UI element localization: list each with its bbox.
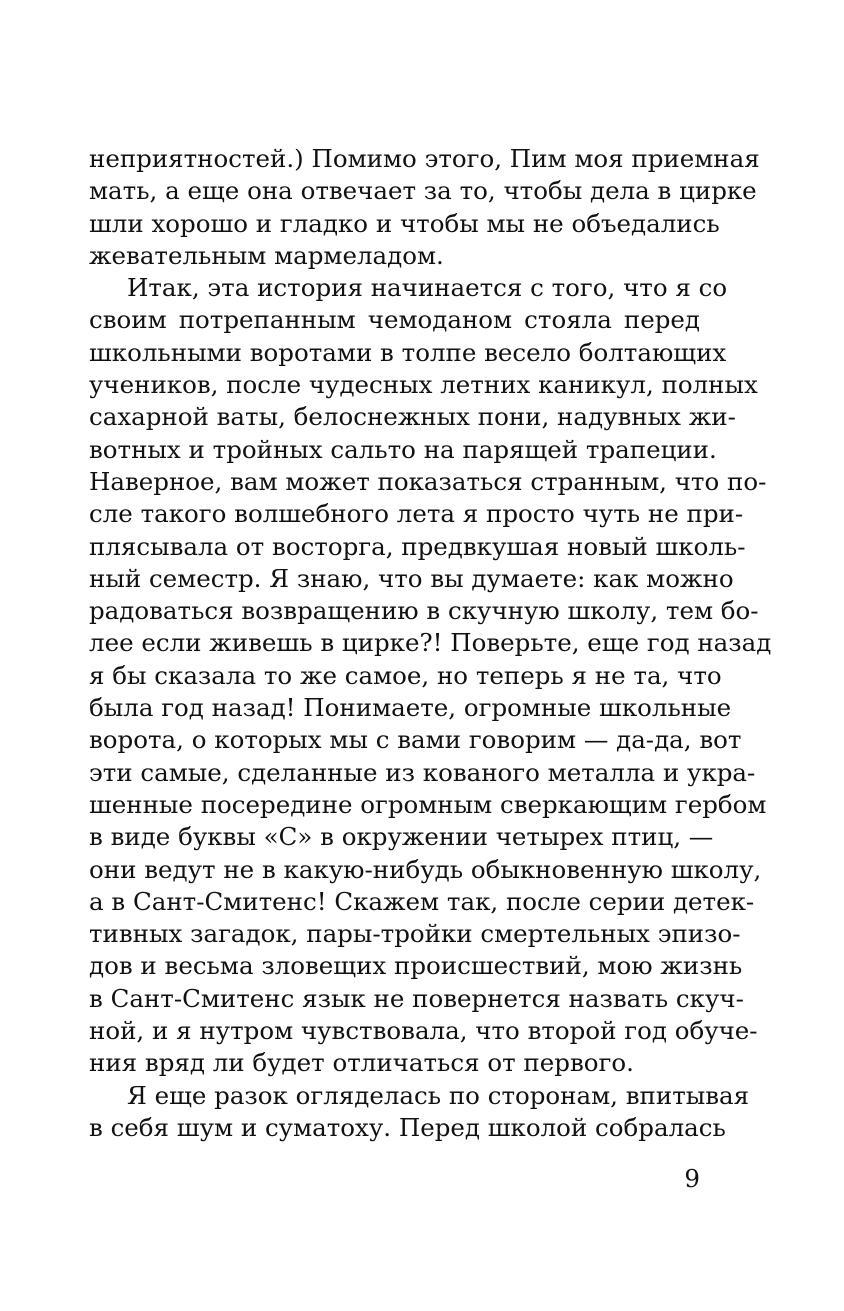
text-line: жевательным мармеладом. bbox=[89, 240, 444, 270]
text-line: дов и весьма зловещих происшествий, мою жизнь bbox=[89, 951, 743, 981]
text-line: неприятностей.) Помимо этого, Пим моя приемная bbox=[89, 144, 760, 173]
text-line: Итак, эта история начинается с того, что я со bbox=[127, 273, 728, 303]
text-line: школьными воротами в толпе весело болтающих bbox=[89, 337, 727, 367]
text-line: учеников, после чудесных летних каникул, полных bbox=[89, 370, 758, 400]
text-line: лее если живешь в цирке?! Поверьте, еще год назад bbox=[89, 628, 772, 658]
text-line: была год назад! Понимаете, огромные школьные bbox=[89, 693, 732, 723]
text-line: сахарной ваты, белоснежных пони, надувных жи- bbox=[89, 402, 736, 432]
text-line: а в Сант-Смитенс! Скажем так, после серии детек- bbox=[89, 886, 755, 916]
text-line: шенные посередине огромным сверкающим гербом bbox=[89, 789, 767, 819]
body-text bbox=[89, 143, 772, 1144]
text-line: радоваться возвращению в скучную школу, тем бо- bbox=[89, 596, 759, 626]
text-line: своим потрепанным чемоданом стояла перед bbox=[89, 305, 700, 335]
page-number: 9 bbox=[684, 1164, 700, 1193]
text-line: ворота, о которых мы с вами говорим — да-да, вот bbox=[89, 725, 742, 755]
text-line: шли хорошо и гладко и чтобы мы не объедались bbox=[89, 208, 720, 238]
text-line: Наверное, вам может показаться странным, что по- bbox=[89, 466, 767, 496]
text-line: вотных и тройных сальто на парящей трапеции. bbox=[89, 434, 717, 464]
text-line: в себя шум и суматоху. Перед школой собралась bbox=[89, 1112, 726, 1142]
text-line: плясывала от восторга, предвкушая новый школь- bbox=[89, 531, 746, 561]
text-line: сле такого волшебного лета я просто чуть не при- bbox=[89, 499, 744, 529]
text-line: в Сант-Смитенс язык не повернется назвать скуч- bbox=[89, 983, 744, 1013]
text-line: эти самые, сделанные из кованого металла и укра- bbox=[89, 757, 756, 787]
text-line: мать, а еще она отвечает за то, чтобы дела в цирке bbox=[89, 176, 757, 206]
text-line: ния вряд ли будет отличаться от первого. bbox=[89, 1048, 634, 1078]
text-line: в виде буквы «С» в окружении четырех птиц, — bbox=[89, 822, 714, 852]
text-line: я бы сказала то же самое, но теперь я не та, что bbox=[89, 660, 722, 690]
text-line: тивных загадок, пары-тройки смертельных эпизо- bbox=[89, 919, 741, 949]
text-line: ный семестр. Я знаю, что вы думаете: как можно bbox=[89, 563, 734, 593]
text-line: Я еще разок огляделась по сторонам, впитывая bbox=[127, 1080, 750, 1110]
text-line: ной, и я нутром чувствовала, что второй год обуче- bbox=[89, 1016, 758, 1046]
text-line: они ведут не в какую-нибудь обыкновенную школу, bbox=[89, 854, 762, 884]
